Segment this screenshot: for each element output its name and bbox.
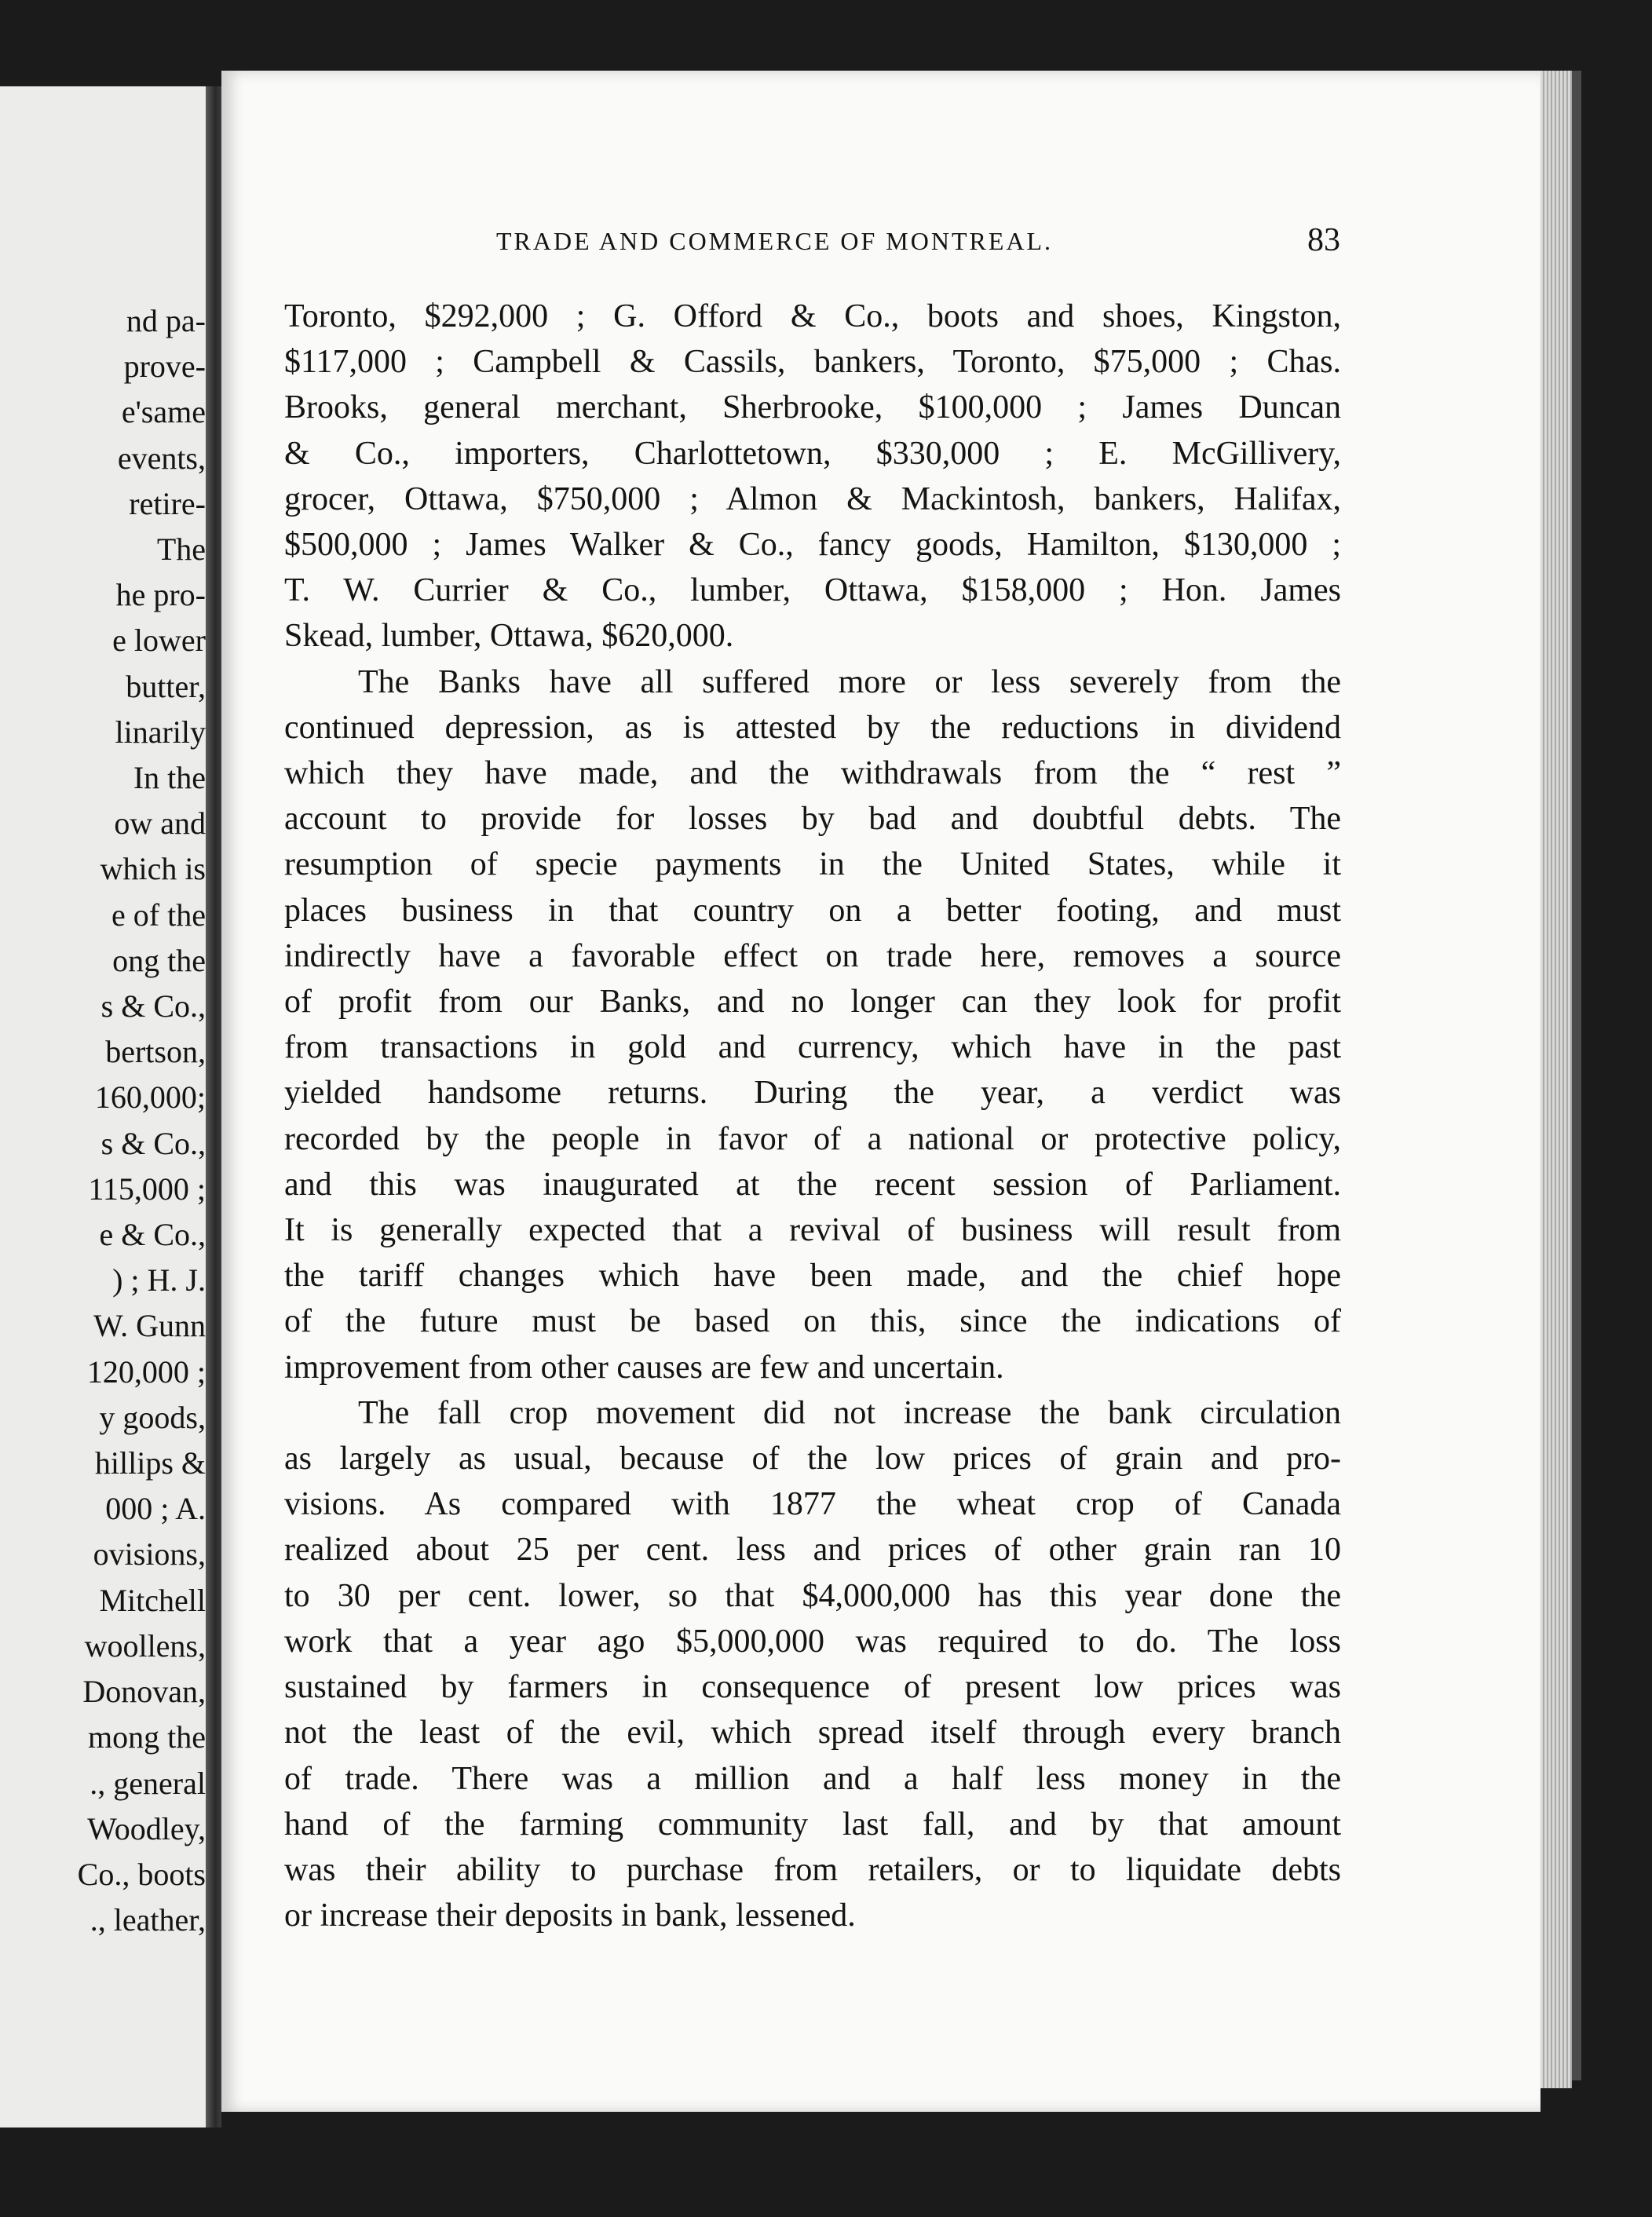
left-page-text xyxy=(0,298,206,1943)
left-page-line: ovisions, xyxy=(93,1536,206,1572)
text-line: of the future must be based on this, since the indications of xyxy=(284,1303,1341,1340)
text-line: recorded by the people in favor of a national or protective policy, xyxy=(284,1120,1341,1157)
left-page-line: ., leather, xyxy=(90,1902,206,1938)
left-page-line: prove- xyxy=(123,349,206,385)
text-line: It is generally expected that a revival of business will result from xyxy=(284,1212,1341,1249)
text-line: The fall crop movement did not increase the bank circulation xyxy=(358,1394,1341,1431)
left-page-line: which is xyxy=(100,851,206,887)
left-page-line: retire- xyxy=(129,485,206,521)
left-page-line: 120,000 ; xyxy=(86,1353,206,1390)
left-page-line: 160,000; xyxy=(94,1079,206,1116)
left-page-line: Donovan, xyxy=(82,1674,206,1710)
left-page-line: Woodley, xyxy=(87,1810,206,1846)
left-page-line: linarily xyxy=(115,714,206,750)
book-gutter xyxy=(206,86,221,2128)
left-page-line: s & Co., xyxy=(101,1125,206,1161)
left-page-line: e'same xyxy=(121,394,206,430)
text-line: of trade. There was a million and a half less money in the xyxy=(284,1760,1341,1797)
text-line: indirectly have a favorable effect on trade here, removes a source xyxy=(284,937,1341,974)
book-cover-edge xyxy=(1572,71,1581,2080)
left-page-line: Co., boots xyxy=(77,1856,206,1892)
text-line: hand of the farming community last fall, and by that amount xyxy=(284,1806,1341,1843)
text-line: grocer, Ottawa, $750,000 ; Almon & Mackintosh, bankers, Halifax, xyxy=(284,480,1341,517)
page-edges xyxy=(1541,71,1572,2088)
left-page-line: ) ; H. J. xyxy=(112,1262,206,1298)
paragraph xyxy=(284,659,1341,1390)
text-line: to 30 per cent. lower, so that $4,000,000 has this year done the xyxy=(284,1577,1341,1614)
paragraph xyxy=(284,294,1341,659)
text-line: The Banks have all suffered more or less severely from the xyxy=(358,663,1341,700)
left-page-line: nd pa- xyxy=(126,303,206,338)
text-line: T. W. Currier & Co., lumber, Ottawa, $158,000 ; Hon. James xyxy=(284,572,1341,609)
text-line: improvement from other causes are few and uncertain. xyxy=(284,1349,1004,1386)
text-line: from transactions in gold and currency, which have in the past xyxy=(284,1029,1341,1066)
running-title: TRADE AND COMMERCE OF MONTREAL. xyxy=(496,227,1054,255)
left-page-line: ., general xyxy=(90,1765,206,1801)
text-line: was their ability to purchase from retailers, or to liquidate debts xyxy=(284,1851,1341,1888)
text-line: and this was inaugurated at the recent session of Parliament. xyxy=(284,1166,1341,1203)
left-page-line: e of the xyxy=(111,897,206,933)
left-page-line: butter, xyxy=(126,668,206,704)
text-line: yielded handsome returns. During the year, a verdict was xyxy=(284,1075,1341,1112)
left-page-line: woollens, xyxy=(84,1627,206,1664)
left-page-line: e lower xyxy=(112,623,206,659)
text-line: $117,000 ; Campbell & Cassils, bankers, Toronto, $75,000 ; Chas. xyxy=(284,344,1341,381)
text-line: work that a year ago $5,000,000 was required to do. The loss xyxy=(284,1623,1341,1660)
text-line: which they have made, and the withdrawals from the “ rest ” xyxy=(284,755,1341,792)
text-line: not the least of the evil, which spread itself through every branch xyxy=(284,1715,1341,1751)
left-page-line: W. Gunn xyxy=(93,1308,206,1344)
text-line: Skead, lumber, Ottawa, $620,000. xyxy=(284,618,734,655)
left-page-line: bertson, xyxy=(105,1034,206,1070)
left-page-line: y goods, xyxy=(99,1399,206,1435)
text-line: visions. As compared with 1877 the wheat crop of Canada xyxy=(284,1486,1341,1523)
text-line: or increase their deposits in bank, lessened. xyxy=(284,1897,856,1934)
text-line: the tariff changes which have been made, and the chief hope xyxy=(284,1258,1341,1295)
left-page-line: The xyxy=(156,531,206,568)
text-line: Toronto, $292,000 ; G. Offord & Co., boots and shoes, Kingston, xyxy=(284,298,1341,334)
text-line: resumption of specie payments in the United States, while it xyxy=(284,846,1341,883)
page-number: 83 xyxy=(1307,222,1340,258)
left-page-line: s & Co., xyxy=(101,988,206,1024)
left-page-line: hillips & xyxy=(94,1445,206,1481)
left-page-line: 115,000 ; xyxy=(88,1171,206,1207)
text-line: continued depression, as is attested by the reductions in dividend xyxy=(284,709,1341,746)
left-page-line: ong the xyxy=(112,942,206,978)
text-line: & Co., importers, Charlottetown, $330,000 ; E. McGillivery, xyxy=(284,435,1341,472)
left-page-line: events, xyxy=(117,440,206,476)
text-line: Brooks, general merchant, Sherbrooke, $100,000 ; James Duncan xyxy=(284,389,1341,426)
left-page-line: mong the xyxy=(88,1719,206,1755)
text-line: places business in that country on a better footing, and must xyxy=(284,892,1341,929)
left-page-line: he pro- xyxy=(115,577,206,613)
left-page-line: 000 ; A. xyxy=(105,1491,206,1527)
left-page-line: In the xyxy=(133,760,206,796)
text-line: as largely as usual, because of the low prices of grain and pro- xyxy=(284,1441,1341,1477)
text-line: realized about 25 per cent. less and prices of other grain ran 10 xyxy=(284,1532,1341,1569)
text-line: account to provide for losses by bad and doubtful debts. The xyxy=(284,801,1341,838)
left-page-line: Mitchell xyxy=(99,1582,206,1618)
text-line: of profit from our Banks, and no longer can they look for profit xyxy=(284,984,1341,1021)
text-line: sustained by farmers in consequence of present low prices was xyxy=(284,1669,1341,1706)
body-text xyxy=(284,294,1341,1938)
text-line: $500,000 ; James Walker & Co., fancy goods, Hamilton, $130,000 ; xyxy=(284,527,1341,564)
left-page-line: ow and xyxy=(114,805,206,842)
paragraph xyxy=(284,1390,1341,1938)
left-page-line: e & Co., xyxy=(99,1217,206,1253)
